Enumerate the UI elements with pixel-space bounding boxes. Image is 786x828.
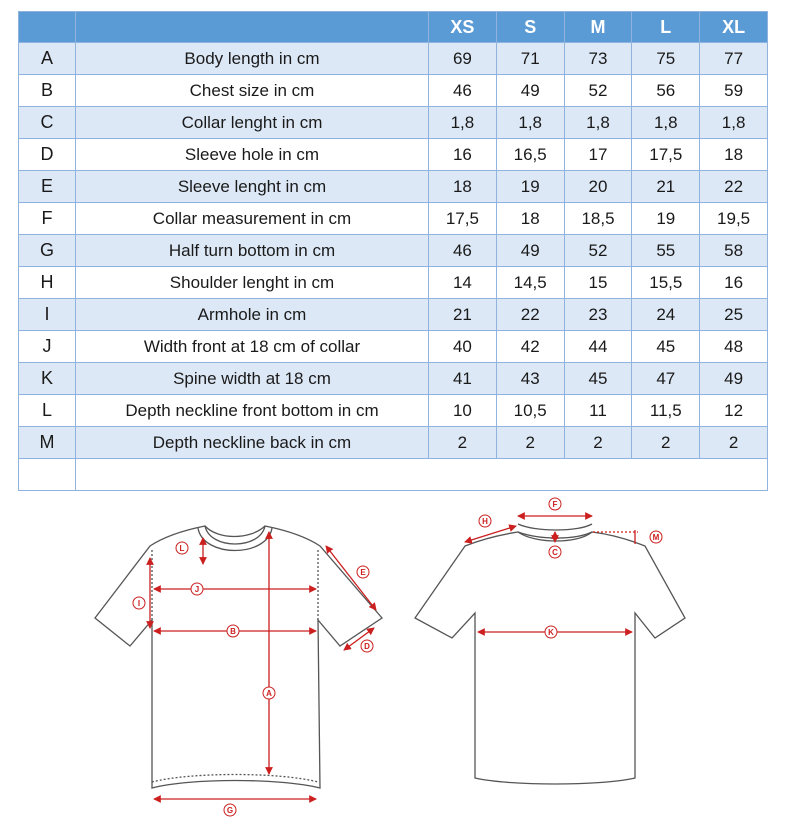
row-label-cell: Body length in cm — [76, 43, 429, 75]
table-row — [19, 235, 768, 267]
row-code-cell: C — [19, 107, 76, 139]
row-value-cell: 2 — [632, 427, 700, 459]
marker-i-label: I — [137, 599, 141, 608]
row-value-cell: 14 — [429, 267, 497, 299]
row-value-cell: 17 — [564, 139, 632, 171]
row-value-cell: 56 — [632, 75, 700, 107]
table-row — [19, 171, 768, 203]
row-label-cell: Depth neckline front bottom in cm — [76, 395, 429, 427]
marker-f-label: F — [552, 500, 558, 509]
row-value-cell: 22 — [496, 299, 564, 331]
row-value-cell: 18,5 — [564, 203, 632, 235]
marker-b-label: B — [230, 627, 236, 636]
row-value-cell: 1,8 — [632, 107, 700, 139]
marker-e-label: E — [360, 568, 366, 577]
row-label-cell: Armhole in cm — [76, 299, 429, 331]
table-row — [19, 75, 768, 107]
row-value-cell: 16,5 — [496, 139, 564, 171]
row-value-cell: 19 — [496, 171, 564, 203]
row-value-cell: 16 — [700, 267, 768, 299]
row-code-cell: H — [19, 267, 76, 299]
table-row — [19, 107, 768, 139]
row-value-cell: 45 — [632, 331, 700, 363]
row-code-cell: I — [19, 299, 76, 331]
row-value-cell: 43 — [496, 363, 564, 395]
marker-d-label: D — [364, 642, 370, 651]
row-value-cell: 1,8 — [496, 107, 564, 139]
row-value-cell: 23 — [564, 299, 632, 331]
row-code-cell: E — [19, 171, 76, 203]
row-value-cell: 19 — [632, 203, 700, 235]
back-measurement-lines — [465, 516, 638, 632]
row-value-cell: 40 — [429, 331, 497, 363]
row-value-cell: 2 — [700, 427, 768, 459]
row-value-cell: 12 — [700, 395, 768, 427]
row-value-cell: 71 — [496, 43, 564, 75]
marker-c-label: C — [552, 548, 558, 557]
back-shirt-outline — [415, 524, 685, 784]
row-value-cell: 18 — [700, 139, 768, 171]
row-label-cell: Sleeve lenght in cm — [76, 171, 429, 203]
blank-cell — [19, 459, 76, 491]
header-cell-s: S — [496, 12, 564, 43]
row-value-cell: 10 — [429, 395, 497, 427]
row-value-cell: 1,8 — [564, 107, 632, 139]
marker-g-label: G — [226, 806, 234, 815]
marker-h-label: H — [482, 517, 488, 526]
row-value-cell: 69 — [429, 43, 497, 75]
row-value-cell: 77 — [700, 43, 768, 75]
row-value-cell: 46 — [429, 235, 497, 267]
row-label-cell: Width front at 18 cm of collar — [76, 331, 429, 363]
marker-l-label: L — [179, 544, 185, 553]
header-cell-code — [19, 12, 76, 43]
row-code-cell: A — [19, 43, 76, 75]
table-row — [19, 395, 768, 427]
header-cell-l: L — [632, 12, 700, 43]
row-value-cell: 21 — [429, 299, 497, 331]
row-value-cell: 18 — [496, 203, 564, 235]
row-value-cell: 11 — [564, 395, 632, 427]
row-value-cell: 73 — [564, 43, 632, 75]
blank-row — [19, 459, 768, 491]
row-value-cell: 11,5 — [632, 395, 700, 427]
header-cell-m: M — [564, 12, 632, 43]
row-value-cell: 41 — [429, 363, 497, 395]
marker-m-label: M — [652, 533, 660, 542]
row-label-cell: Half turn bottom in cm — [76, 235, 429, 267]
row-value-cell: 25 — [700, 299, 768, 331]
table-header-row — [19, 12, 768, 43]
row-value-cell: 75 — [632, 43, 700, 75]
row-code-cell: D — [19, 139, 76, 171]
table-row — [19, 203, 768, 235]
row-value-cell: 15,5 — [632, 267, 700, 299]
marker-a-label: A — [266, 689, 272, 698]
row-value-cell: 20 — [564, 171, 632, 203]
diagram-svg — [90, 488, 700, 823]
row-value-cell: 17,5 — [429, 203, 497, 235]
row-value-cell: 21 — [632, 171, 700, 203]
table-row — [19, 299, 768, 331]
row-code-cell: M — [19, 427, 76, 459]
row-label-cell: Collar lenght in cm — [76, 107, 429, 139]
row-code-cell: F — [19, 203, 76, 235]
header-cell-xs: XS — [429, 12, 497, 43]
row-label-cell: Collar measurement in cm — [76, 203, 429, 235]
row-value-cell: 49 — [496, 75, 564, 107]
row-value-cell: 18 — [429, 171, 497, 203]
row-value-cell: 47 — [632, 363, 700, 395]
table-row — [19, 267, 768, 299]
row-value-cell: 44 — [564, 331, 632, 363]
row-value-cell: 49 — [496, 235, 564, 267]
header-cell-xl: XL — [700, 12, 768, 43]
table-row — [19, 139, 768, 171]
table-row — [19, 43, 768, 75]
row-value-cell: 2 — [496, 427, 564, 459]
row-value-cell: 22 — [700, 171, 768, 203]
row-value-cell: 59 — [700, 75, 768, 107]
table-body — [19, 43, 768, 491]
row-value-cell: 15 — [564, 267, 632, 299]
marker-k-label: K — [548, 628, 554, 637]
row-value-cell: 46 — [429, 75, 497, 107]
row-label-cell: Shoulder lenght in cm — [76, 267, 429, 299]
row-value-cell: 1,8 — [700, 107, 768, 139]
table-row — [19, 427, 768, 459]
row-value-cell: 42 — [496, 331, 564, 363]
row-code-cell: K — [19, 363, 76, 395]
row-value-cell: 45 — [564, 363, 632, 395]
row-value-cell: 1,8 — [429, 107, 497, 139]
row-label-cell: Depth neckline back in cm — [76, 427, 429, 459]
row-value-cell: 19,5 — [700, 203, 768, 235]
row-value-cell: 58 — [700, 235, 768, 267]
row-code-cell: J — [19, 331, 76, 363]
row-value-cell: 2 — [564, 427, 632, 459]
front-shirt-outline — [95, 526, 382, 788]
row-value-cell: 2 — [429, 427, 497, 459]
row-code-cell: L — [19, 395, 76, 427]
row-label-cell: Sleeve hole in cm — [76, 139, 429, 171]
header-cell-label — [76, 12, 429, 43]
row-label-cell: Spine width at 18 cm — [76, 363, 429, 395]
row-value-cell: 16 — [429, 139, 497, 171]
row-value-cell: 52 — [564, 75, 632, 107]
row-label-cell: Chest size in cm — [76, 75, 429, 107]
row-value-cell: 17,5 — [632, 139, 700, 171]
size-chart-table — [18, 11, 768, 491]
blank-cell-wide — [76, 459, 768, 491]
row-value-cell: 48 — [700, 331, 768, 363]
table-row — [19, 331, 768, 363]
table-row — [19, 363, 768, 395]
row-value-cell: 52 — [564, 235, 632, 267]
row-value-cell: 55 — [632, 235, 700, 267]
row-code-cell: G — [19, 235, 76, 267]
row-value-cell: 14,5 — [496, 267, 564, 299]
tshirt-measurement-diagram — [90, 488, 700, 823]
row-value-cell: 10,5 — [496, 395, 564, 427]
row-code-cell: B — [19, 75, 76, 107]
row-value-cell: 49 — [700, 363, 768, 395]
marker-j-label: J — [194, 585, 200, 594]
row-value-cell: 24 — [632, 299, 700, 331]
